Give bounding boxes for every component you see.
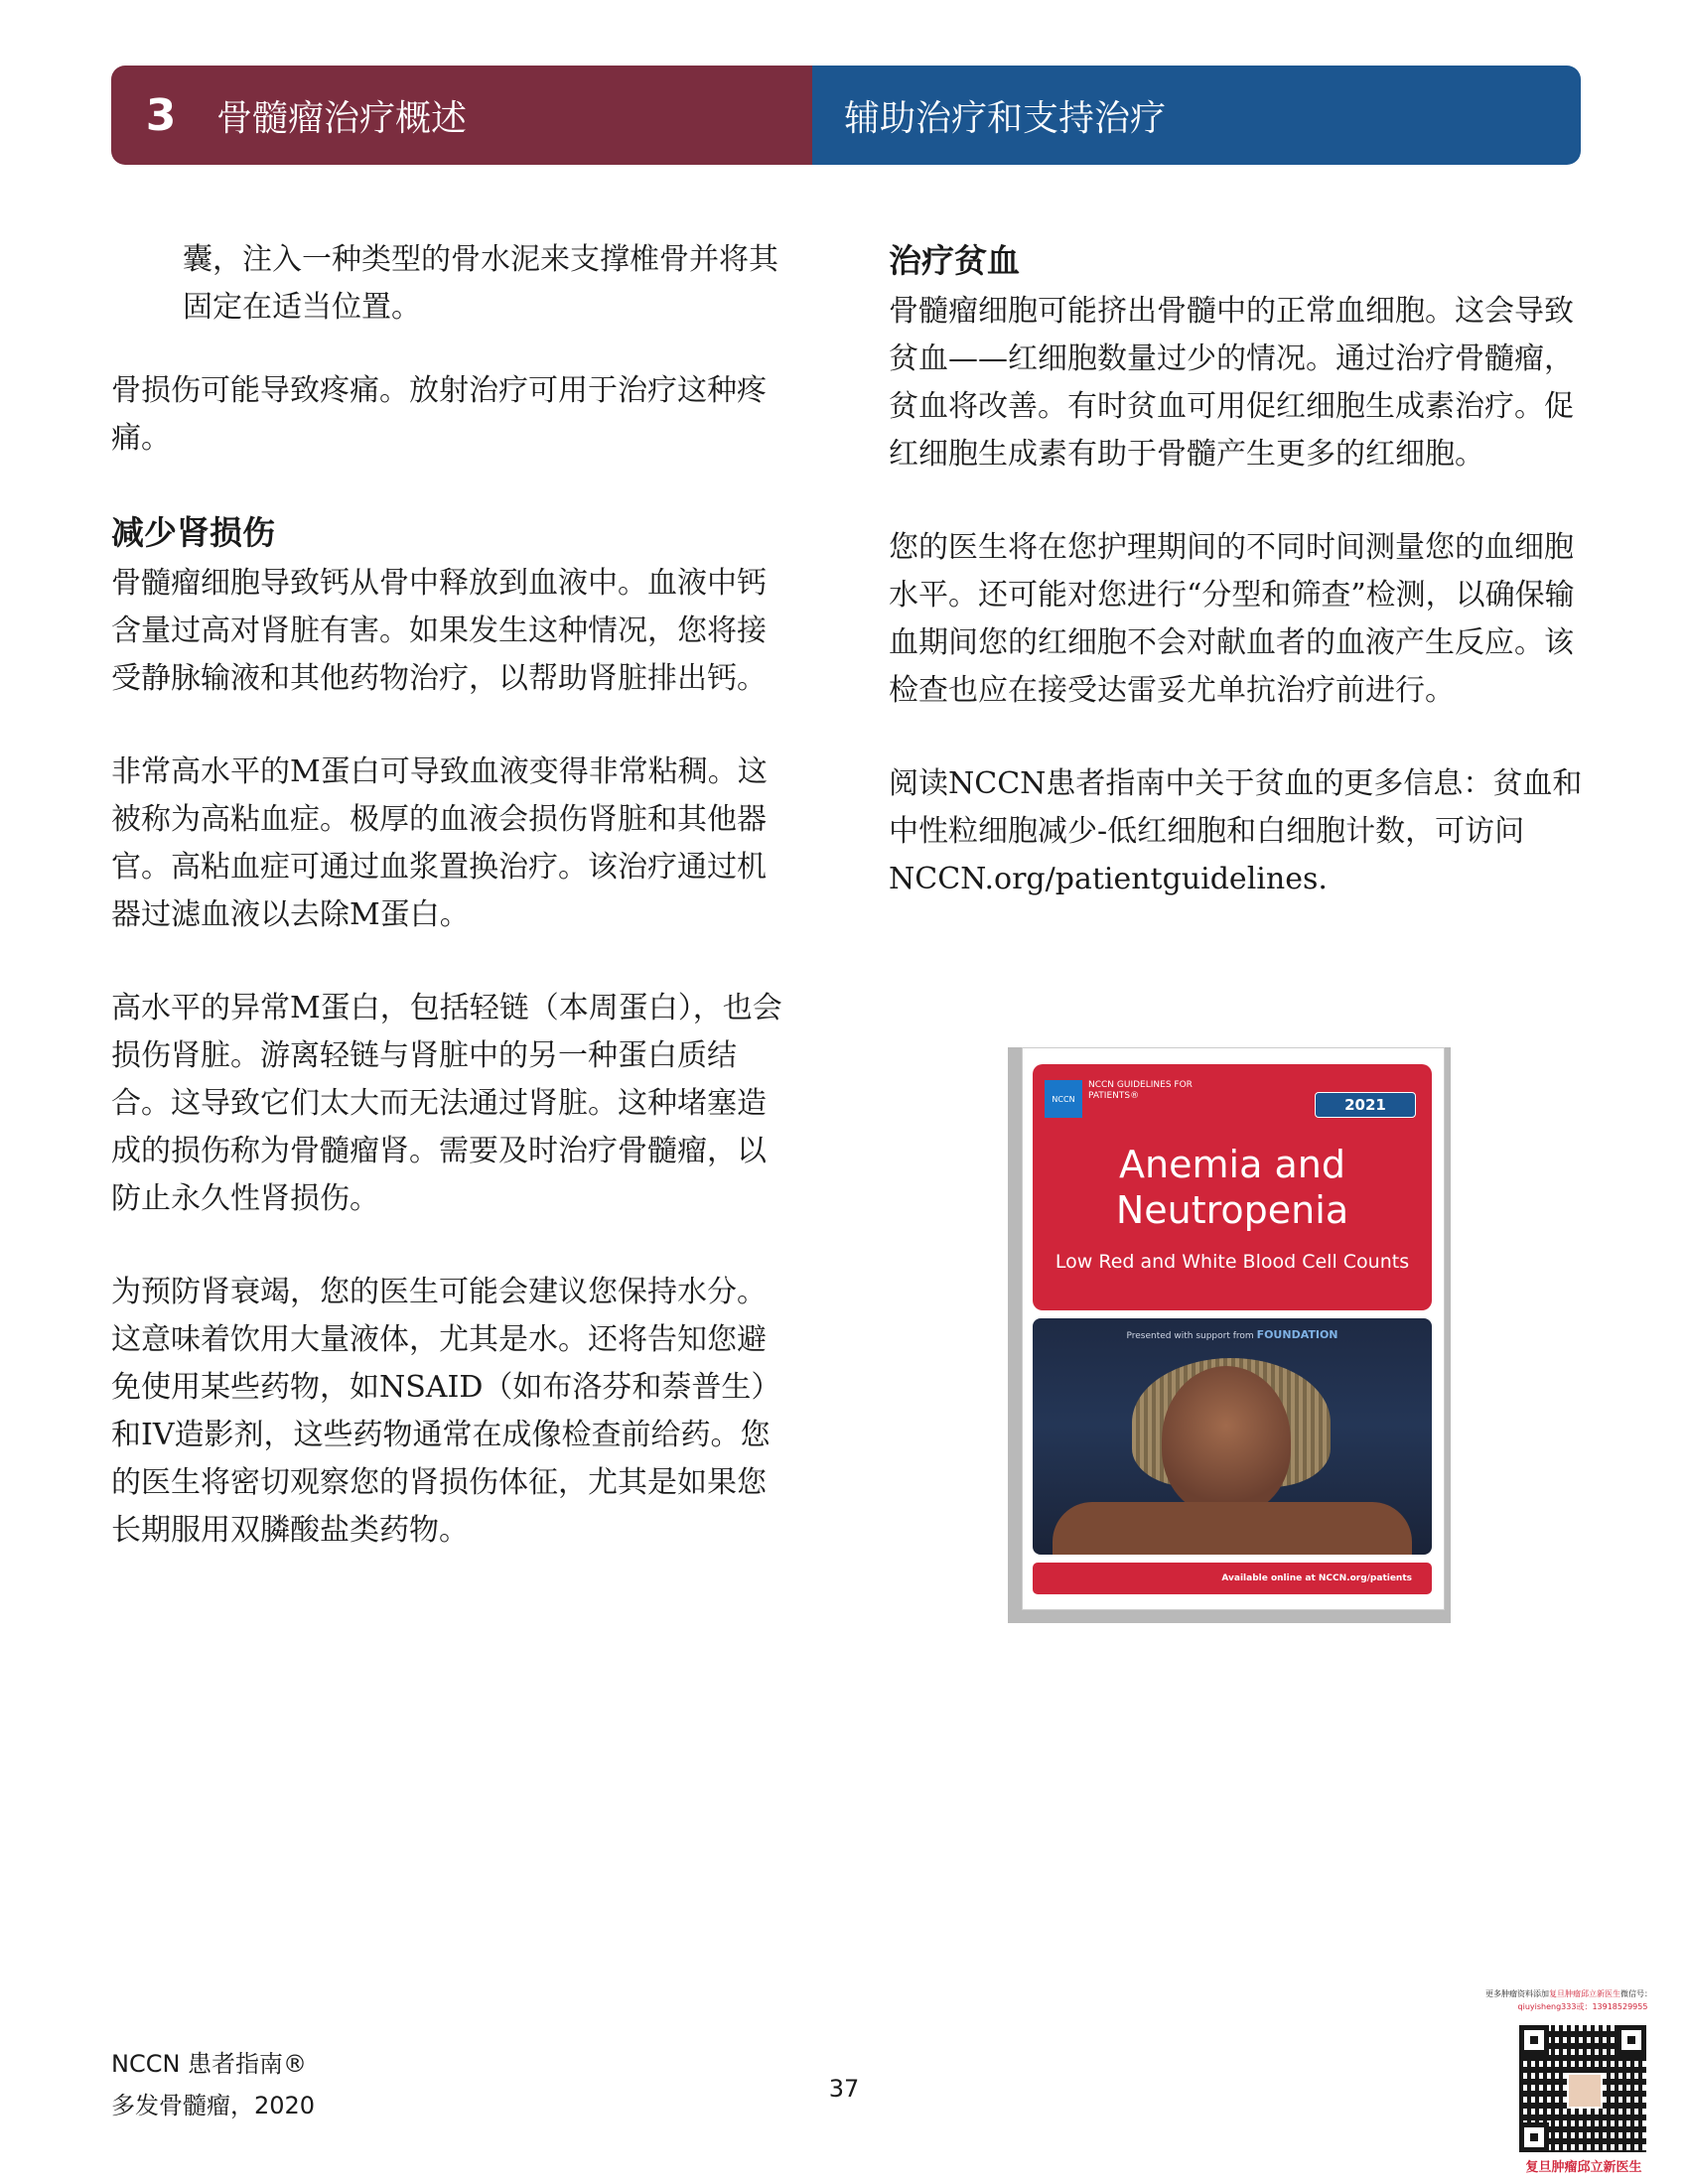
cover-guidelines-label: NCCN GUIDELINES FOR PATIENTS® [1088, 1080, 1193, 1101]
guide-cover-image [1008, 1047, 1451, 1623]
chapter-number: 3 [145, 89, 177, 141]
kidney-paragraph-1: 骨髓瘤细胞导致钙从骨中释放到血液中。血液中钙含量过高对肾脏有害。如果发生这种情况，您将接受静脉输液和其他药物治疗，以帮助肾脏排出钙。 [111, 566, 767, 696]
portrait-arms [1053, 1502, 1412, 1555]
qr-finder [1519, 2025, 1549, 2055]
cover-subtitle: Low Red and White Blood Cell Counts [1055, 1251, 1410, 1273]
anemia-paragraph-1: 骨髓瘤细胞可能挤出骨髓中的正常血细胞。这会导致贫血——红细胞数量过少的情况。通过治疗骨髓瘤，贫血将改善。有时贫血可用促红细胞生成素治疗。促红细胞生成素有助于骨髓产生更多的红细胞。 [889, 294, 1574, 472]
chapter-title: 骨髓瘤治疗概述 [216, 97, 468, 139]
qr-finder [1617, 2025, 1646, 2055]
promo-text-b: 微信号： [1620, 1989, 1652, 1998]
left-column [111, 236, 786, 1600]
promo-caption: 复旦肿瘤邱立新医生 [1525, 2160, 1642, 2175]
book-title: 多发骨髓瘤，2020 [111, 2092, 316, 2119]
qr-code-icon[interactable] [1519, 2025, 1646, 2152]
kidney-paragraph-3: 高水平的异常M蛋白，包括轻链（本周蛋白），也会损伤肾脏。游离轻链与肾脏中的另一种蛋白质结合。这导致它们太大而无法通过肾脏。这种堵塞造成的损伤称为骨髓瘤肾。需要及时治疗骨髓瘤，以防止永久性肾损伤。 [111, 991, 782, 1216]
right-column [889, 236, 1589, 949]
anemia-heading: 治疗贫血 [889, 241, 1020, 280]
chapter-header [111, 66, 1581, 165]
kidney-paragraph-4: 为预防肾衰竭，您的医生可能会建议您保持水分。这意味着饮用大量液体，尤其是水。还将告知您避免使用某些药物，如NSAID（如布洛芬和萘普生）和IV造影剂，这些药物通常在成像检查前给药。您的医生将密切观察您的肾损伤体征，尤其是如果您长期服用双膦酸盐类药物。 [111, 1275, 781, 1548]
promo-text-red: 复旦肿瘤邱立新医生 [1549, 1989, 1620, 1998]
pain-paragraph: 骨损伤可能导致疼痛。放射治疗可用于治疗这种疼痛。 [111, 373, 767, 456]
foundation-logo: FOUNDATION [1256, 1328, 1338, 1341]
cover-year: 2021 [1315, 1092, 1416, 1118]
kidney-paragraph-2: 非常高水平的M蛋白可导致血液变得非常粘稠。这被称为高粘血症。极厚的血液会损伤肾脏和其他器官。高粘血症可通过血浆置换治疗。该治疗通过机器过滤血液以去除M蛋白。 [111, 754, 768, 932]
section-title: 辅助治疗和支持治疗 [844, 97, 1167, 139]
section-title-bar [812, 66, 1581, 165]
kidney-heading: 减少肾损伤 [111, 513, 275, 552]
anemia-paragraph-3: 阅读NCCN患者指南中关于贫血的更多信息：贫血和中性粒细胞减少-低红细胞和白细胞计数，可访问NCCN.org/patientguidelines. [889, 766, 1583, 896]
cover-photo [1033, 1318, 1432, 1555]
promo-contact: qiuyisheng333或：13918529955 [1517, 2002, 1648, 2011]
portrait-face [1162, 1366, 1291, 1515]
qr-finder [1519, 2122, 1549, 2152]
guide-name: NCCN 患者指南® [111, 2050, 308, 2078]
cover-presented-by [1033, 1328, 1432, 1341]
page-number: 37 [828, 2075, 860, 2103]
continued-paragraph: 囊，注入一种类型的骨水泥来支撑椎骨并将其固定在适当位置。 [183, 242, 778, 325]
chapter-title-bar [111, 66, 812, 165]
presented-by-text: Presented with support from [1126, 1331, 1254, 1341]
nccn-logo-icon: NCCN [1045, 1080, 1082, 1118]
promo-text [1485, 1989, 1680, 1999]
cover-footer-bar: Available online at NCCN.org/patients [1033, 1563, 1432, 1594]
cover-page [1022, 1047, 1445, 1610]
anemia-paragraph-2: 您的医生将在您护理期间的不同时间测量您的血细胞水平。还可能对您进行“分型和筛查”检测，以确保输血期间您的红细胞不会对献血者的血液产生反应。该检查也应在接受达雷妥尤单抗治疗前进行。 [889, 530, 1575, 708]
promo-text-a: 更多肿瘤资料添加 [1485, 1989, 1549, 1998]
page-footer [111, 2043, 315, 2126]
cover-title: Anemia and Neutropenia [1115, 1143, 1349, 1232]
cover-title-panel [1033, 1064, 1432, 1310]
qr-avatar [1567, 2073, 1603, 2109]
